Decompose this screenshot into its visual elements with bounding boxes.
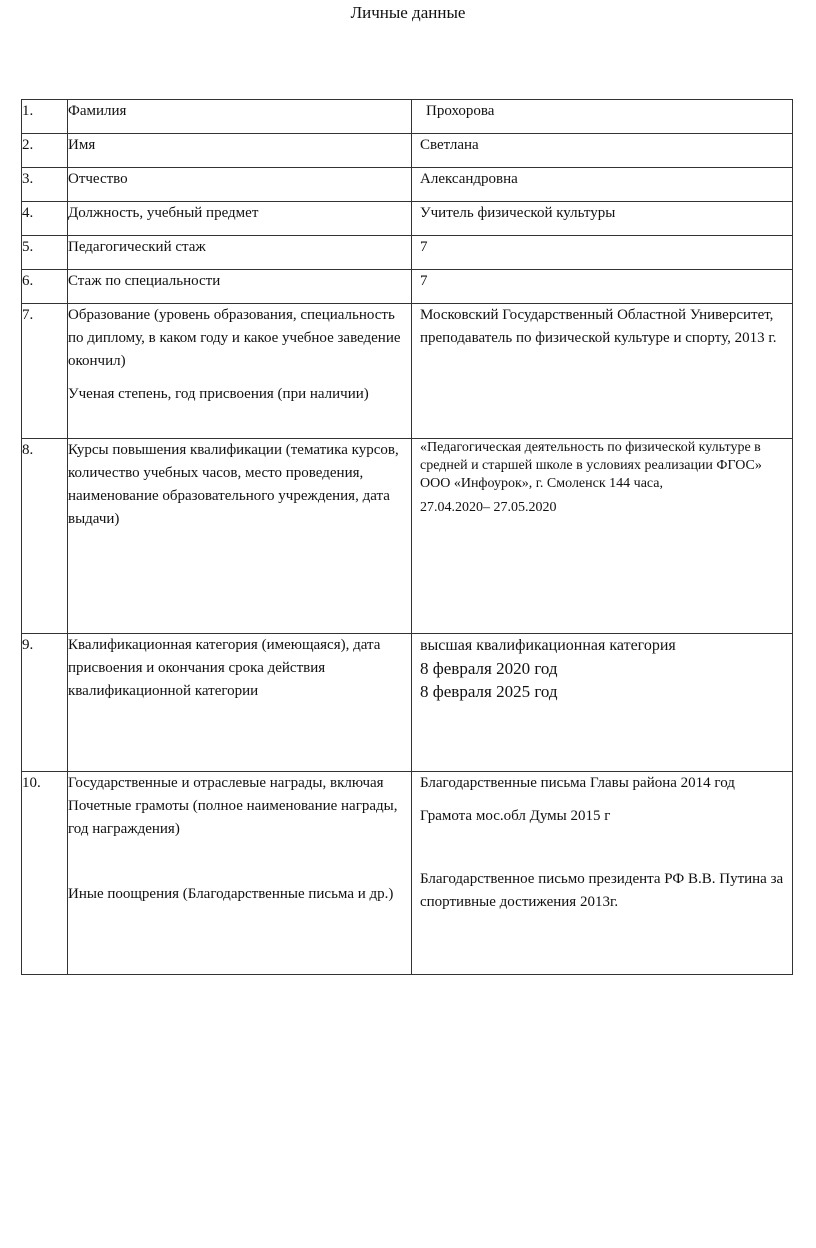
row-label: Отчество <box>68 168 412 202</box>
table-row <box>22 236 793 270</box>
table-row <box>22 270 793 304</box>
table-row <box>22 134 793 168</box>
row-label: Квалификационная категория (имеющаяся), дата присвоения и окончания срока действия квалификационной категории <box>68 634 412 772</box>
row-value: Александровна <box>412 168 793 202</box>
row-label: Курсы повышения квалификации (тематика курсов, количество учебных часов, место проведения, наименование образовательного учреждения, дата выдачи) <box>68 439 412 634</box>
row-value <box>412 772 793 975</box>
row-number: 2. <box>22 134 68 168</box>
personal-data-table <box>21 99 793 975</box>
category-name: высшая квалификационная категория <box>420 637 676 654</box>
row-value: Московский Государственный Областной Университет, преподаватель по физической культуре и спорту, 2013 г. <box>412 304 793 439</box>
row-value: Учитель физической культуры <box>412 202 793 236</box>
row-number: 7. <box>22 304 68 439</box>
award-letters: Благодарственные письма Главы района 2014 год <box>420 775 735 791</box>
row-value <box>412 439 793 634</box>
table-row <box>22 772 793 975</box>
row-value: Светлана <box>412 134 793 168</box>
row-label <box>68 772 412 975</box>
row-value: 7 <box>412 270 793 304</box>
page-title: Личные данные <box>350 3 466 22</box>
row-label: Фамилия <box>68 100 412 134</box>
row-label <box>68 304 412 439</box>
row-number: 8. <box>22 439 68 634</box>
degree-label: Ученая степень, год присвоения (при наличии) <box>68 386 369 402</box>
course-title: «Педагогическая деятельность по физической культуре в средней и старшей школе в условиях реализации ФГОС» <box>420 440 762 473</box>
course-provider: ООО «Инфоурок», г. Смоленск 144 часа, <box>420 476 664 491</box>
category-end-date: 8 февраля 2025 год <box>420 682 558 701</box>
education-label: Образование (уровень образования, специальность по диплому, в каком году и какое учебное заведение окончил) <box>68 307 401 369</box>
row-number: 5. <box>22 236 68 270</box>
row-number: 9. <box>22 634 68 772</box>
table-row <box>22 202 793 236</box>
row-number: 3. <box>22 168 68 202</box>
row-label: Стаж по специальности <box>68 270 412 304</box>
table-row <box>22 439 793 634</box>
award-president-letter: Благодарственное письмо президента РФ В.В. Путина за спортивные достижения 2013г. <box>420 871 784 910</box>
row-number: 4. <box>22 202 68 236</box>
row-label: Педагогический стаж <box>68 236 412 270</box>
row-value <box>412 634 793 772</box>
table-row <box>22 100 793 134</box>
row-number: 1. <box>22 100 68 134</box>
table-row <box>22 304 793 439</box>
row-value <box>412 100 793 134</box>
other-rewards-label: Иные поощрения (Благодарственные письма и др.) <box>68 886 394 902</box>
row-label: Должность, учебный предмет <box>68 202 412 236</box>
row-value: 7 <box>412 236 793 270</box>
course-dates: 27.04.2020– 27.05.2020 <box>420 500 557 515</box>
award-diploma: Грамота мос.обл Думы 2015 г <box>420 808 611 824</box>
table-row <box>22 634 793 772</box>
row-label: Имя <box>68 134 412 168</box>
table-row <box>22 168 793 202</box>
surname-value: Прохорова <box>426 103 495 119</box>
row-number: 10. <box>22 772 68 975</box>
category-start-date: 8 февраля 2020 год <box>420 659 558 678</box>
awards-label: Государственные и отраслевые награды, включая Почетные грамоты (полное наименование награды, год награждения) <box>68 775 398 837</box>
row-number: 6. <box>22 270 68 304</box>
